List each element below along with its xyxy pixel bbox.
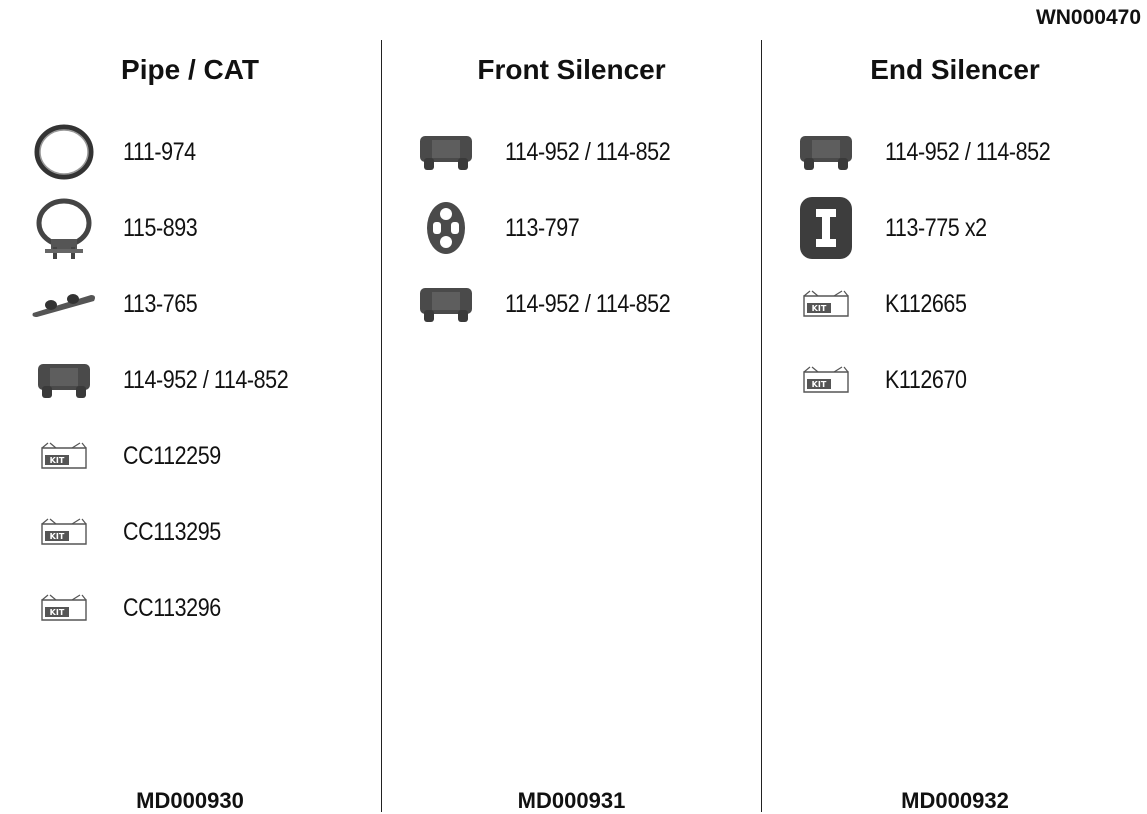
part-label: K112670 <box>885 366 967 394</box>
part-label: 114-952 / 114-852 <box>123 366 289 394</box>
part-label: 113-775 x2 <box>885 214 987 242</box>
part-label: CC112259 <box>123 442 221 470</box>
column-footer: MD000932 <box>901 788 1009 813</box>
kit-text: KIT <box>811 380 827 389</box>
column-footer: MD000931 <box>517 788 626 813</box>
column-title: Front Silencer <box>477 54 666 85</box>
kit-box-icon <box>30 573 98 643</box>
part-label: 114-952 / 114-852 <box>505 138 671 166</box>
list-item <box>762 193 1147 263</box>
part-label: 114-952 / 114-852 <box>885 138 1051 166</box>
part-label: K112665 <box>885 290 967 318</box>
kit-text: KIT <box>49 608 65 617</box>
kit-box-icon <box>30 497 98 567</box>
list-item <box>382 269 761 339</box>
list-item <box>0 193 380 263</box>
rubber-mount-icon <box>30 345 98 415</box>
list-item <box>0 269 380 339</box>
rubber-mount-icon <box>412 269 480 339</box>
rubber-mount-icon <box>792 117 860 187</box>
list-item <box>382 117 761 187</box>
column-title: End Silencer <box>870 54 1040 85</box>
part-label: 115-893 <box>123 214 198 242</box>
kit-text: KIT <box>49 532 65 541</box>
kit-text: KIT <box>49 456 65 465</box>
column-pipe-cat <box>0 40 380 812</box>
column-footer: MD000930 <box>136 788 244 813</box>
list-item <box>762 345 1147 415</box>
part-label: 111-974 <box>123 138 196 166</box>
kit-box-icon <box>30 421 98 491</box>
column-end-silencer <box>761 40 1147 812</box>
list-item <box>762 269 1147 339</box>
ring-icon <box>30 117 98 187</box>
kit-box-icon <box>792 269 860 339</box>
part-label: 113-797 <box>505 214 580 242</box>
list-item <box>0 117 380 187</box>
kit-box-icon <box>792 345 860 415</box>
list-item <box>0 573 380 643</box>
list-item <box>0 497 380 567</box>
part-number-code: WN000470 <box>1035 6 1141 29</box>
column-front-silencer <box>381 40 761 812</box>
rubber-block-icon <box>792 193 860 263</box>
list-item <box>0 345 380 415</box>
part-label: 114-952 / 114-852 <box>505 290 671 318</box>
strap-icon <box>30 269 98 339</box>
column-title: Pipe / CAT <box>121 54 259 85</box>
rubber-hanger-icon <box>412 193 480 263</box>
list-item <box>0 421 380 491</box>
part-label: CC113296 <box>123 594 221 622</box>
kit-text: KIT <box>811 304 827 313</box>
part-label: CC113295 <box>123 518 221 546</box>
list-item <box>382 193 761 263</box>
part-label: 113-765 <box>123 290 198 318</box>
rubber-mount-icon <box>412 117 480 187</box>
list-item <box>762 117 1147 187</box>
clamp-icon <box>30 193 98 263</box>
